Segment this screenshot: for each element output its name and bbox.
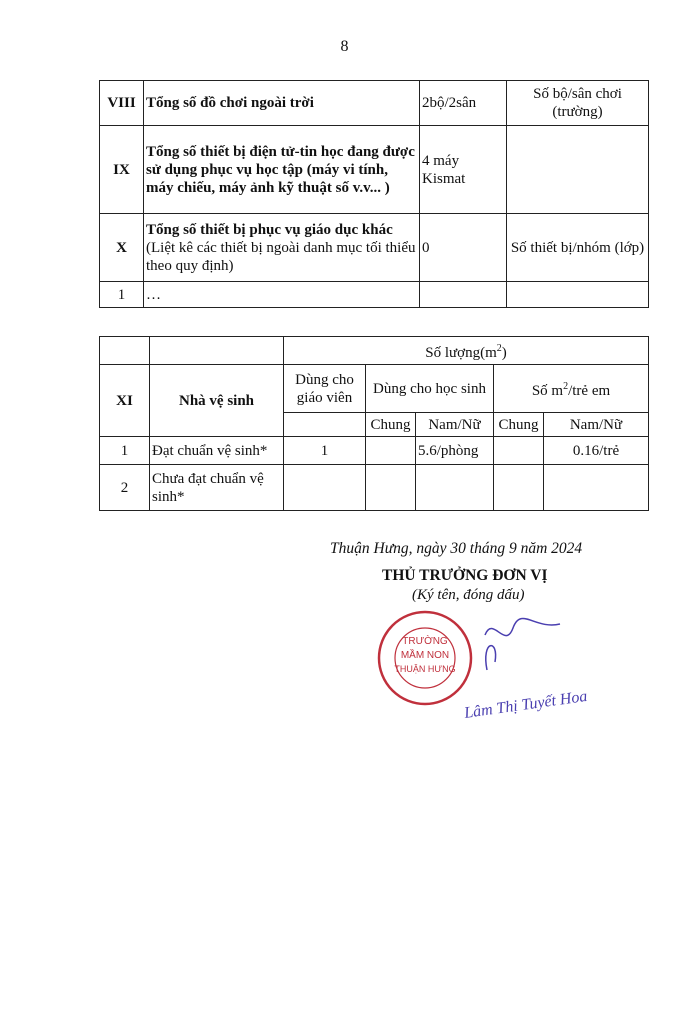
row-unit: Số bộ/sân chơi (trường) xyxy=(507,81,649,126)
sub-gender-header: Nam/Nữ xyxy=(416,413,494,437)
quantity-header xyxy=(284,337,649,365)
place-date: Thuận Hưng, ngày 30 tháng 9 năm 2024 xyxy=(330,540,583,557)
table-row xyxy=(100,81,649,126)
student-gender-value xyxy=(416,465,494,511)
teacher-header: Dùng cho giáo viên xyxy=(284,365,366,413)
row-item: Tổng số thiết bị điện tử-tin học đang được sử dụng phục vụ học tập (máy vi tính, máy chiếu, máy ảnh kỹ thuật số v.v... ) xyxy=(144,126,420,214)
row-item xyxy=(144,214,420,282)
seal-line-2: MẦM NON xyxy=(400,650,450,661)
row-label: Đạt chuẩn vệ sinh* xyxy=(150,437,284,465)
teacher-value xyxy=(284,465,366,511)
row-number: 1 xyxy=(100,282,144,308)
child-common-value xyxy=(494,437,544,465)
sub-gender-header: Nam/Nữ xyxy=(544,413,649,437)
section-number: XI xyxy=(100,365,150,437)
student-common-value xyxy=(366,437,416,465)
seal-line-3: THUẬN HƯNG xyxy=(394,664,456,674)
row-number: IX xyxy=(100,126,144,214)
row-item-rest: (Liệt kê các thiết bị ngoài danh mục tối thiểu theo quy định) xyxy=(146,239,416,274)
row-value: 0 xyxy=(420,214,507,282)
child-common-value xyxy=(494,465,544,511)
table-row xyxy=(100,282,649,308)
row-unit xyxy=(507,126,649,214)
table-row xyxy=(100,465,649,511)
quantity-header-sup: 2 xyxy=(496,342,502,354)
sub-common-header: Chung xyxy=(366,413,416,437)
row-item: … xyxy=(144,282,420,308)
teacher-value: 1 xyxy=(284,437,366,465)
per-child-pre: Số m xyxy=(531,382,564,399)
toilet-table xyxy=(99,336,649,511)
row-label: Chưa đạt chuẩn vệ sinh* xyxy=(150,465,284,511)
equipment-table xyxy=(99,80,649,308)
row-value: 2bộ/2sân xyxy=(420,81,507,126)
per-child-header xyxy=(494,365,649,413)
table-row xyxy=(100,126,649,214)
section-label: Nhà vệ sinh xyxy=(150,365,284,437)
per-child-post: /trẻ em xyxy=(568,382,611,399)
students-header: Dùng cho học sinh xyxy=(366,365,494,413)
row-value xyxy=(420,282,507,308)
table-header-row xyxy=(100,337,649,365)
row-number: 1 xyxy=(100,437,150,465)
row-number: X xyxy=(100,214,144,282)
child-gender-value: 0.16/trẻ xyxy=(544,437,649,465)
student-common-value xyxy=(366,465,416,511)
quantity-header-end: ) xyxy=(501,344,507,361)
empty-cell xyxy=(100,337,150,365)
child-gender-value xyxy=(544,465,649,511)
sub-common-header: Chung xyxy=(494,413,544,437)
row-number: VIII xyxy=(100,81,144,126)
row-value: 4 máy Kismat xyxy=(420,126,507,214)
row-unit xyxy=(507,282,649,308)
empty-cell xyxy=(284,413,366,437)
quantity-header-text: Số lượng(m xyxy=(425,344,497,361)
student-gender-value: 5.6/phòng xyxy=(416,437,494,465)
official-seal-icon xyxy=(375,600,589,730)
empty-cell xyxy=(150,337,284,365)
signer-note: (Ký tên, đóng dấu) xyxy=(412,587,525,603)
seal-line-1: TRƯỜNG xyxy=(402,636,448,647)
table-row xyxy=(100,437,649,465)
row-unit: Số thiết bị/nhóm (lớp) xyxy=(507,214,649,282)
row-item: Tổng số đồ chơi ngoài trời xyxy=(144,81,420,126)
page-number: 8 xyxy=(340,38,349,55)
table-row xyxy=(100,214,649,282)
row-number: 2 xyxy=(100,465,150,511)
per-child-sup: 2 xyxy=(563,380,569,392)
row-item-bold: Tổng số thiết bị phục vụ giáo dục khác xyxy=(146,221,393,238)
signer-title: THỦ TRƯỞNG ĐƠN VỊ xyxy=(382,567,548,584)
signer-name: Lâm Thị Tuyết Hoa xyxy=(463,687,589,722)
table-header-row xyxy=(100,365,649,413)
